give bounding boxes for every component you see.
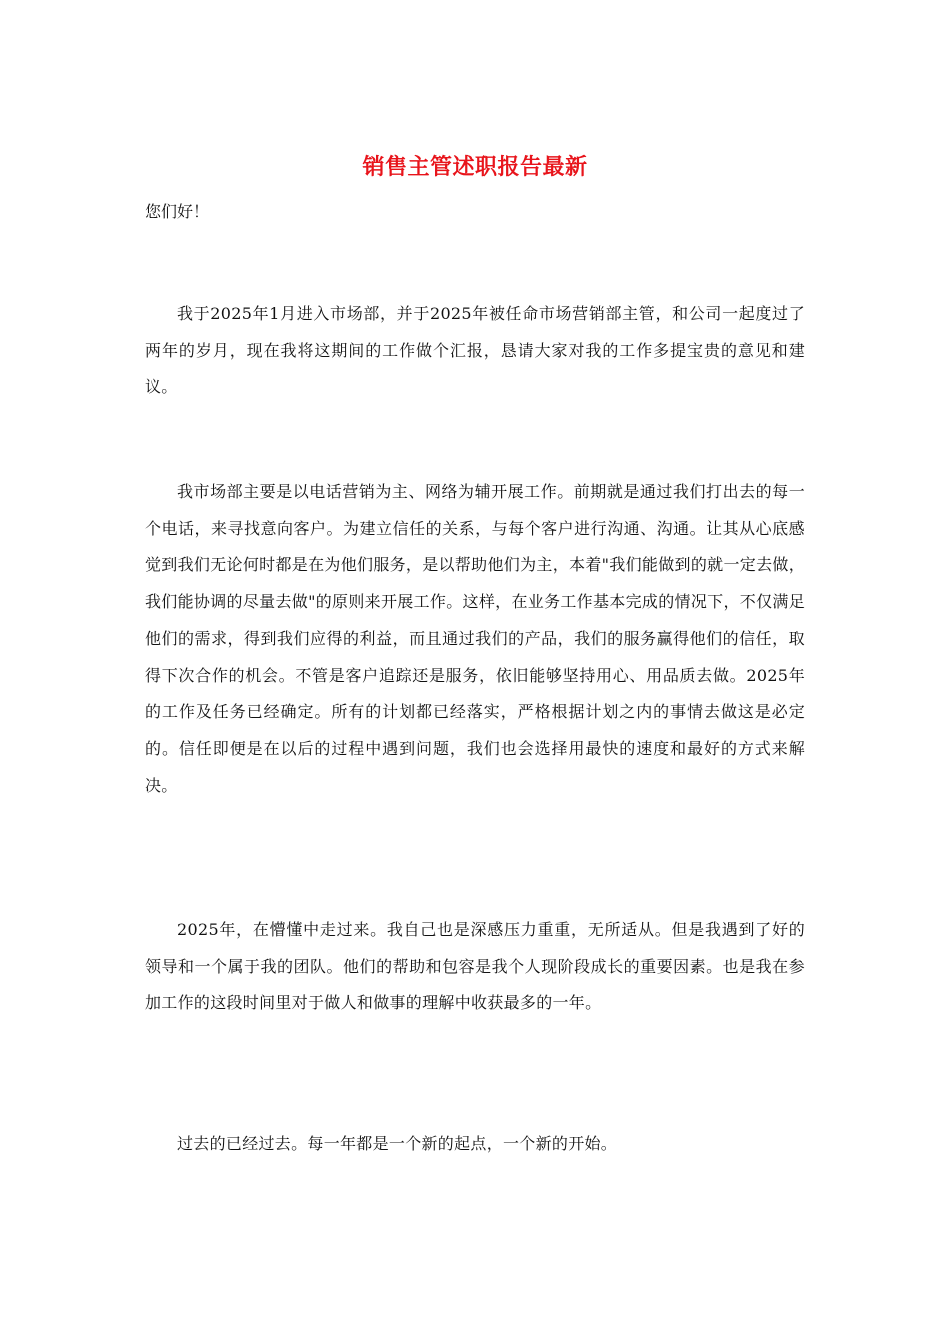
greeting-text: 您们好！: [145, 202, 210, 221]
body-paragraph-3: 2025年，在懵懂中走过来。我自己也是深感压力重重，无所适从。但是我遇到了好的领导和一个属于我的团队。他们的帮助和包容是我个人现阶段成长的重要因素。也是我在参加工作的这段时间里对于做人和做事的理解中收获最多的一年。: [145, 920, 805, 1013]
body-paragraph-1: 我于2025年1月进入市场部，并于2025年被任命市场营销部主管，和公司一起度过了两年的岁月，现在我将这期间的工作做个汇报，恳请大家对我的工作多提宝贵的意见和建议。: [145, 304, 805, 397]
body-paragraph-2: 我市场部主要是以电话营销为主、网络为辅开展工作。前期就是通过我们打出去的每一个电话，来寻找意向客户。为建立信任的关系，与每个客户进行沟通、沟通。让其从心底感觉到我们无论何时都是在为他们服务，是以帮助他们为主，本着"我们能做到的就一定去做，我们能协调的尽量去做"的原则来开展工作。这样，在业务工作基本完成的情况下，不仅满足他们的需求，得到我们应得的利益，而且通过我们的产品，我们的服务赢得他们的信任，取得下次合作的机会。不管是客户追踪还是服务，依旧能够坚持用心、用品质去做。2025年的工作及任务已经确定。所有的计划都已经落实，严格根据计划之内的事情去做这是必定的。信任即便是在以后的过程中遇到问题，我们也会选择用最快的速度和最好的方式来解决。: [145, 482, 805, 795]
body-paragraph-4: 过去的已经过去。每一年都是一个新的起点，一个新的开始。: [177, 1134, 618, 1153]
document-title: 销售主管述职报告最新: [362, 154, 588, 180]
